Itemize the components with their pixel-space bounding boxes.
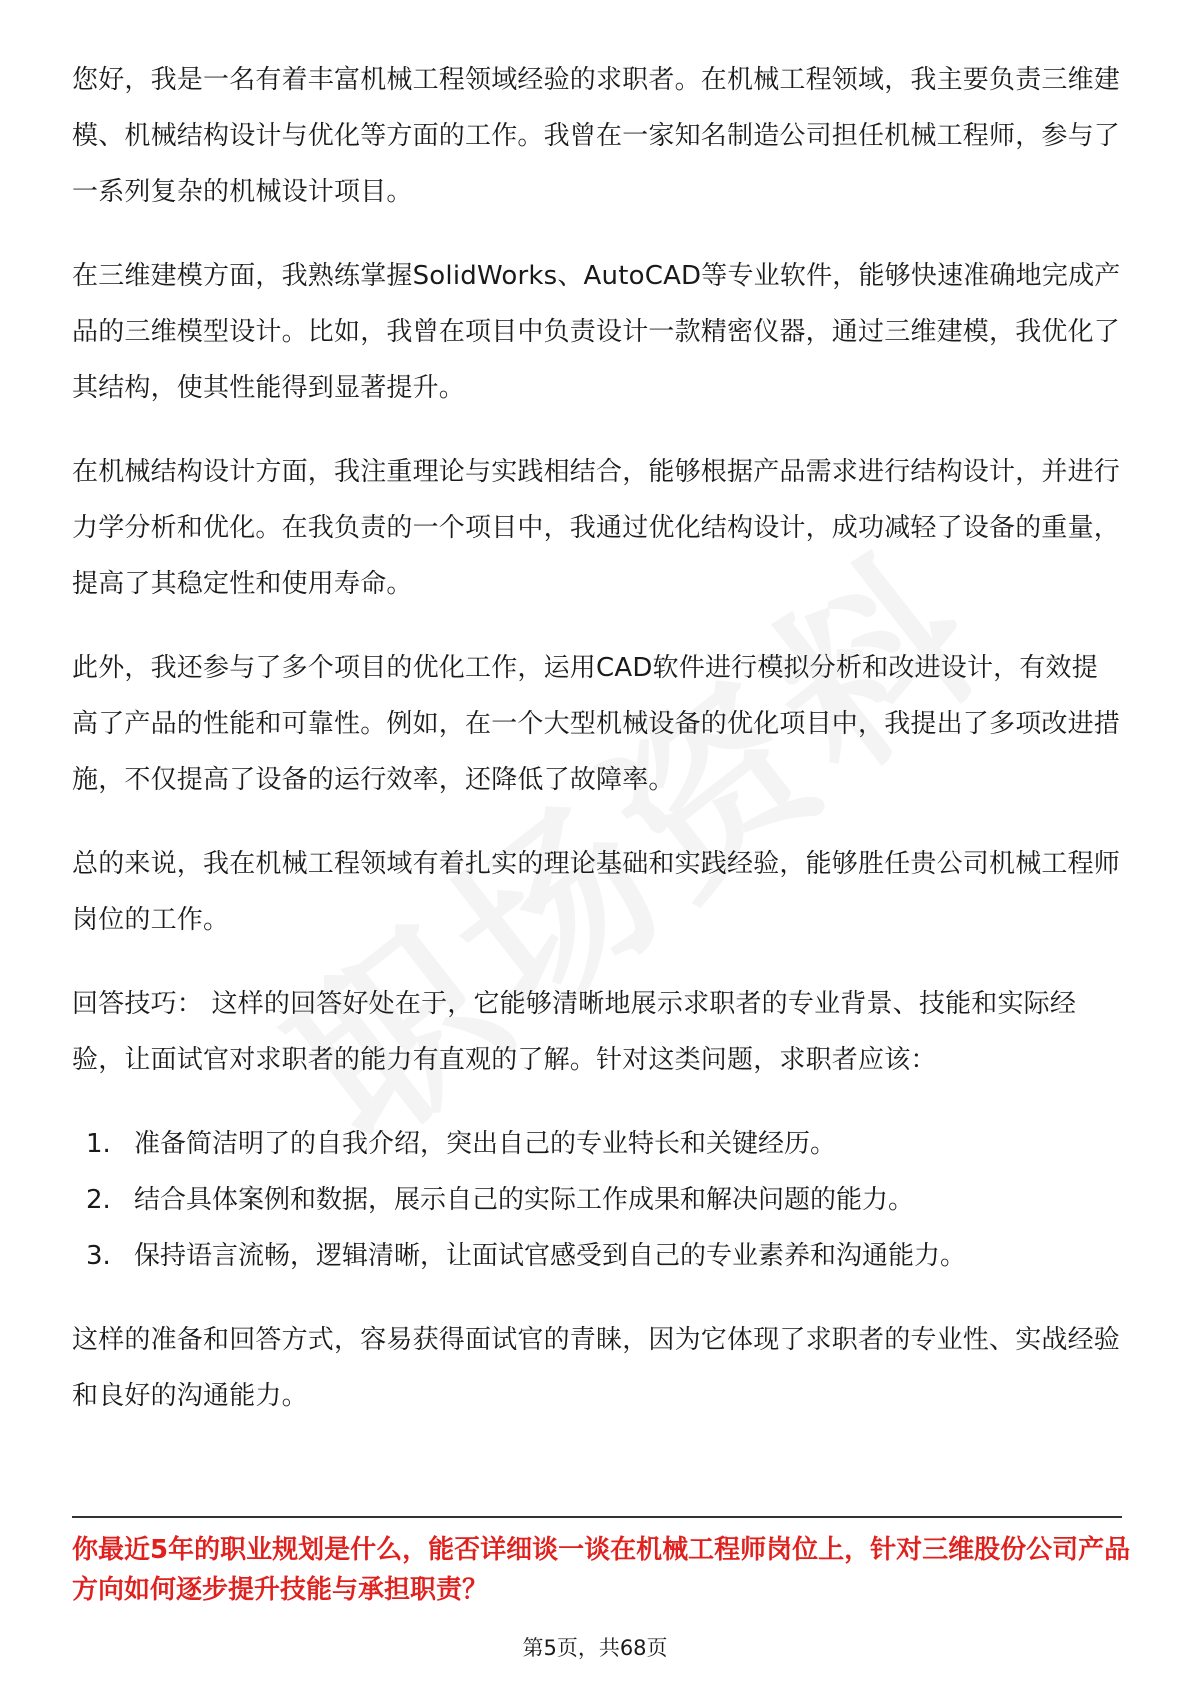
list-number: 3.: [86, 1241, 111, 1271]
document-body: [72, 52, 1122, 1452]
next-question-heading: 你最近5年的职业规划是什么，能否详细谈一谈在机械工程师岗位上，针对三维股份公司产品方向如何逐步提升技能与承担职责？: [72, 1535, 1131, 1605]
answer-paragraph-1: 您好，我是一名有着丰富机械工程领域经验的求职者。在机械工程领域，我主要负责三维建模、机械结构设计与优化等方面的工作。我曾在一家知名制造公司担任机械工程师，参与了一系列复杂的机械设计项目。: [72, 65, 1121, 207]
list-text: 保持语言流畅，逻辑清晰，让面试官感受到自己的专业素养和沟通能力。: [134, 1241, 967, 1271]
list-number: 1.: [86, 1129, 111, 1159]
list-number: 2.: [86, 1185, 111, 1215]
list-item: [72, 1228, 1122, 1284]
list-item: [72, 1116, 1122, 1172]
list-text: 准备简洁明了的自我介绍，突出自己的专业特长和关键经历。: [134, 1129, 837, 1159]
list-text: 结合具体案例和数据，展示自己的实际工作成果和解决问题的能力。: [134, 1185, 915, 1215]
answer-paragraph-2: 在三维建模方面，我熟练掌握SolidWorks、AutoCAD等专业软件，能够快速准确地完成产品的三维模型设计。比如，我曾在项目中负责设计一款精密仪器，通过三维建模，我优化了其结构，使其性能得到显著提升。: [72, 261, 1121, 403]
answer-paragraph-3: 在机械结构设计方面，我注重理论与实践相结合，能够根据产品需求进行结构设计，并进行力学分析和优化。在我负责的一个项目中，我通过优化结构设计，成功减轻了设备的重量，提高了其稳定性和使用寿命。: [72, 457, 1121, 599]
section-divider: [72, 1516, 1122, 1518]
list-item: [72, 1172, 1122, 1228]
answer-tips-intro: 回答技巧： 这样的回答好处在于，它能够清晰地展示求职者的专业背景、技能和实际经验，让面试官对求职者的能力有直观的了解。针对这类问题，求职者应该：: [72, 989, 1077, 1075]
tips-list: [72, 1116, 1122, 1284]
answer-paragraph-4: 此外，我还参与了多个项目的优化工作，运用CAD软件进行模拟分析和改进设计，有效提高了产品的性能和可靠性。例如，在一个大型机械设备的优化项目中，我提出了多项改进措施，不仅提高了设备的运行效率，还降低了故障率。: [72, 653, 1121, 795]
closing-paragraph: 这样的准备和回答方式，容易获得面试官的青睐，因为它体现了求职者的专业性、实战经验和良好的沟通能力。: [72, 1325, 1121, 1411]
answer-paragraph-5: 总的来说，我在机械工程领域有着扎实的理论基础和实践经验，能够胜任贵公司机械工程师岗位的工作。: [72, 849, 1121, 935]
page-number-footer: 第5页，共68页: [522, 1636, 668, 1660]
